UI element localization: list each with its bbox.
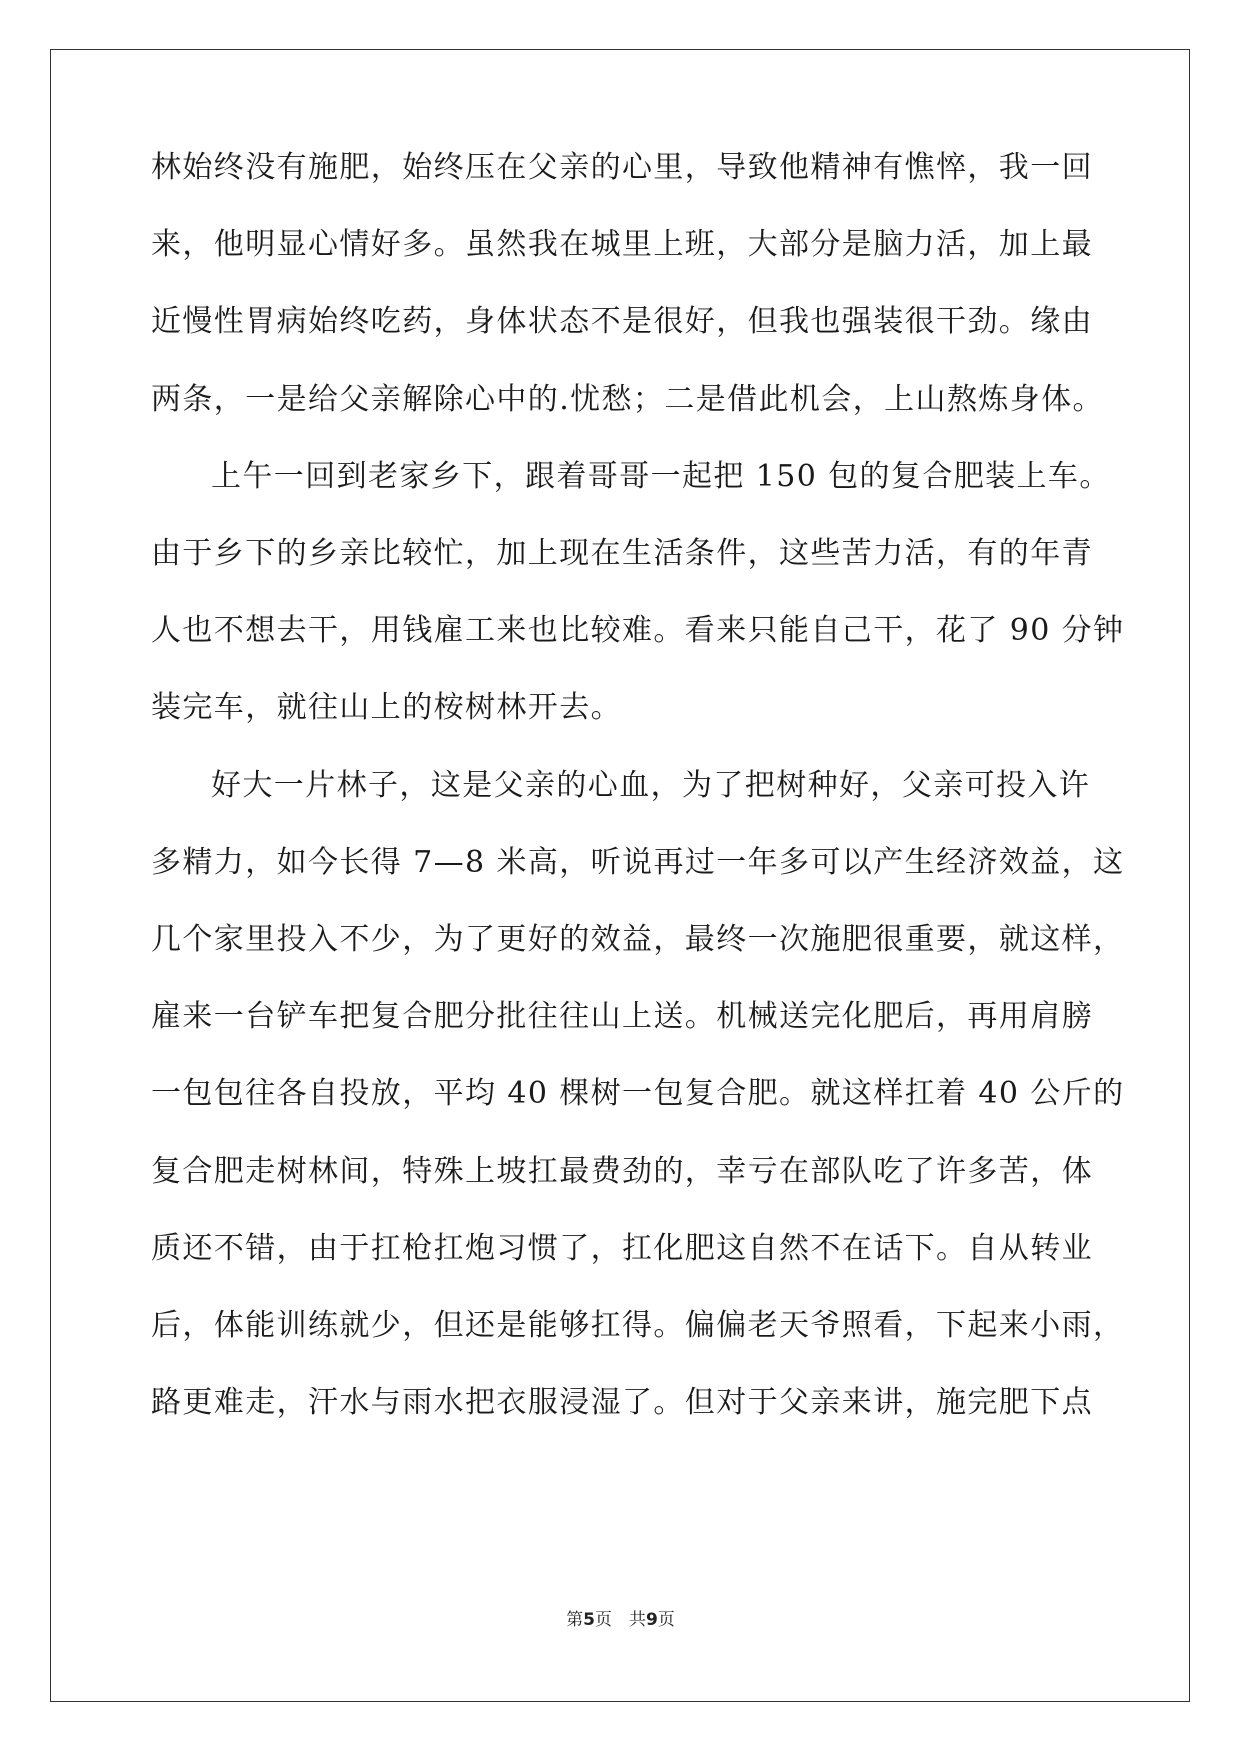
paragraph-start-line: 好大一片林子，这是父亲的心血，为了把树种好，父亲可投入许	[211, 768, 1091, 803]
text-line: 多精力，如今长得 7—8 米高，听说再过一年多可以产生经济效益，这	[151, 845, 1125, 880]
text-line: 几个家里投入不少，为了更好的效益，最终一次施肥很重要，就这样，	[151, 922, 1125, 957]
text-line: 装完车，就往山上的桉树林开去。	[151, 690, 622, 725]
page-separator: 页 共	[595, 1610, 646, 1630]
text-line: 人也不想去干，用钱雇工来也比较难。看来只能自己干，花了 90 分钟	[151, 613, 1125, 648]
page-footer	[0, 1608, 1241, 1632]
text-line: 路更难走，汗水与雨水把衣服浸湿了。但对于父亲来讲，施完肥下点	[151, 1385, 1093, 1420]
text-line: 一包包往各自投放，平均 40 棵树一包复合肥。就这样扛着 40 公斤的	[151, 1076, 1125, 1111]
text-line: 后，体能训练就少，但还是能够扛得。偏偏老天爷照看，下起来小雨，	[151, 1308, 1125, 1343]
text-line: 来，他明显心情好多。虽然我在城里上班，大部分是脑力活，加上最	[151, 227, 1093, 262]
text-line: 两条，一是给父亲解除心中的.忧愁；二是借此机会，上山熬炼身体。	[151, 382, 1104, 417]
page-suffix: 页	[657, 1610, 675, 1630]
text-line: 复合肥走树林间，特殊上坡扛最费劲的，幸亏在部队吃了许多苦，体	[151, 1154, 1093, 1189]
text-line: 质还不错，由于扛枪扛炮习惯了，扛化肥这自然不在话下。自从转业	[151, 1231, 1093, 1266]
text-line: 近慢性胃病始终吃药，身体状态不是很好，但我也强装很干劲。缘由	[151, 304, 1093, 339]
text-line: 由于乡下的乡亲比较忙，加上现在生活条件，这些苦力活，有的年青	[151, 536, 1093, 571]
current-page-number: 5	[583, 1610, 595, 1630]
text-line: 林始终没有施肥，始终压在父亲的心里，导致他精神有憔悴，我一回	[151, 150, 1093, 185]
page-prefix: 第	[566, 1610, 584, 1630]
text-line: 雇来一台铲车把复合肥分批往往山上送。机械送完化肥后，再用肩膀	[151, 999, 1093, 1034]
paragraph-start-line: 上午一回到老家乡下，跟着哥哥一起把 150 包的复合肥装上车。	[211, 459, 1111, 494]
total-page-number: 9	[646, 1610, 658, 1630]
